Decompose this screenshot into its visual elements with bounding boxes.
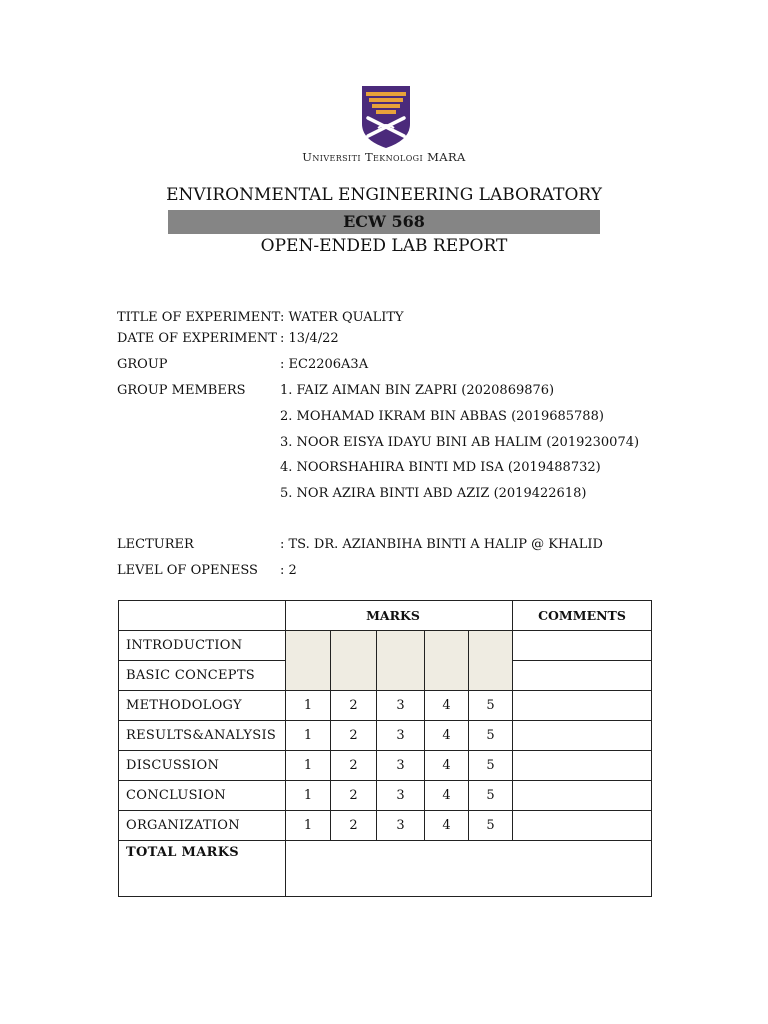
comment-cell[interactable] xyxy=(513,631,652,661)
subject-cell: RESULTS&ANALYSIS xyxy=(119,721,286,751)
report-type: OPEN-ENDED LAB REPORT xyxy=(260,236,508,256)
marks-header: MARKS xyxy=(286,601,513,631)
title-value: : WATER QUALITY xyxy=(280,310,404,325)
members-label: GROUP MEMBERS xyxy=(117,383,246,398)
score-cell[interactable]: 3 xyxy=(377,751,425,781)
table-header-row xyxy=(119,601,652,631)
member-item: 4. NOORSHAHIRA BINTI MD ISA (2019488732) xyxy=(280,460,601,475)
comment-cell[interactable] xyxy=(513,721,652,751)
university-name: Universiti Teknologi MARA xyxy=(302,150,466,164)
score-cell[interactable]: 2 xyxy=(331,691,377,721)
table-row xyxy=(119,691,652,721)
score-cell xyxy=(425,631,469,691)
member-item: 5. NOR AZIRA BINTI ABD AZIZ (2019422618) xyxy=(280,486,587,501)
score-cell[interactable]: 4 xyxy=(425,721,469,751)
score-cell xyxy=(286,631,331,691)
total-marks-label: TOTAL MARKS xyxy=(119,841,286,897)
comments-header: COMMENTS xyxy=(513,601,652,631)
score-cell[interactable]: 5 xyxy=(469,721,513,751)
score-cell xyxy=(469,631,513,691)
score-cell xyxy=(331,631,377,691)
comment-cell[interactable] xyxy=(513,661,652,691)
score-cell[interactable]: 1 xyxy=(286,691,331,721)
university-logo xyxy=(360,84,412,150)
score-cell xyxy=(377,631,425,691)
score-cell[interactable]: 1 xyxy=(286,751,331,781)
comment-cell[interactable] xyxy=(513,781,652,811)
member-item: 2. MOHAMAD IKRAM BIN ABBAS (2019685788) xyxy=(280,409,604,424)
score-cell[interactable]: 4 xyxy=(425,751,469,781)
header-blank-cell xyxy=(119,601,286,631)
score-cell[interactable]: 2 xyxy=(331,811,377,841)
table-row xyxy=(119,721,652,751)
score-cell[interactable]: 5 xyxy=(469,691,513,721)
openess-value: : 2 xyxy=(280,563,297,578)
subject-cell: DISCUSSION xyxy=(119,751,286,781)
score-cell[interactable]: 1 xyxy=(286,721,331,751)
score-cell[interactable]: 4 xyxy=(425,811,469,841)
member-item: 1. FAIZ AIMAN BIN ZAPRI (2020869876) xyxy=(280,383,555,398)
comment-cell[interactable] xyxy=(513,751,652,781)
score-cell[interactable]: 5 xyxy=(469,751,513,781)
subject-cell: BASIC CONCEPTS xyxy=(119,661,286,691)
course-code: ECW 568 xyxy=(168,210,600,234)
subject-cell: ORGANIZATION xyxy=(119,811,286,841)
score-cell[interactable]: 1 xyxy=(286,811,331,841)
score-cell[interactable]: 2 xyxy=(331,781,377,811)
member-item: 3. NOOR EISYA IDAYU BINI AB HALIM (2019230074) xyxy=(280,435,640,450)
score-cell[interactable]: 3 xyxy=(377,811,425,841)
group-label: GROUP xyxy=(117,357,168,372)
total-row xyxy=(119,841,652,897)
score-cell[interactable]: 1 xyxy=(286,781,331,811)
lecturer-value: : TS. DR. AZIANBIHA BINTI A HALIP @ KHALID xyxy=(280,537,603,552)
score-cell[interactable]: 2 xyxy=(331,721,377,751)
title-label: TITLE OF EXPERIMENT xyxy=(117,310,281,325)
date-label: DATE OF EXPERIMENT xyxy=(117,331,277,346)
openess-label: LEVEL OF OPENESS xyxy=(117,563,258,578)
comment-cell[interactable] xyxy=(513,691,652,721)
score-cell[interactable]: 2 xyxy=(331,751,377,781)
subject-cell: INTRODUCTION xyxy=(119,631,286,661)
score-cell[interactable]: 4 xyxy=(425,691,469,721)
score-cell[interactable]: 5 xyxy=(469,811,513,841)
score-cell[interactable]: 3 xyxy=(377,691,425,721)
subject-cell: CONCLUSION xyxy=(119,781,286,811)
subject-cell: METHODOLOGY xyxy=(119,691,286,721)
group-value: : EC2206A3A xyxy=(280,357,369,372)
date-value: : 13/4/22 xyxy=(280,331,339,346)
lecturer-label: LECTURER xyxy=(117,537,194,552)
score-cell[interactable]: 3 xyxy=(377,721,425,751)
table-row xyxy=(119,811,652,841)
score-cell[interactable]: 3 xyxy=(377,781,425,811)
comment-cell[interactable] xyxy=(513,811,652,841)
score-cell[interactable]: 5 xyxy=(469,781,513,811)
table-row xyxy=(119,631,652,661)
table-row xyxy=(119,751,652,781)
table-row xyxy=(119,781,652,811)
score-cell[interactable]: 4 xyxy=(425,781,469,811)
lab-title: ENVIRONMENTAL ENGINEERING LABORATORY xyxy=(166,185,602,205)
marks-table xyxy=(118,600,652,897)
total-marks-cell[interactable] xyxy=(286,841,652,897)
